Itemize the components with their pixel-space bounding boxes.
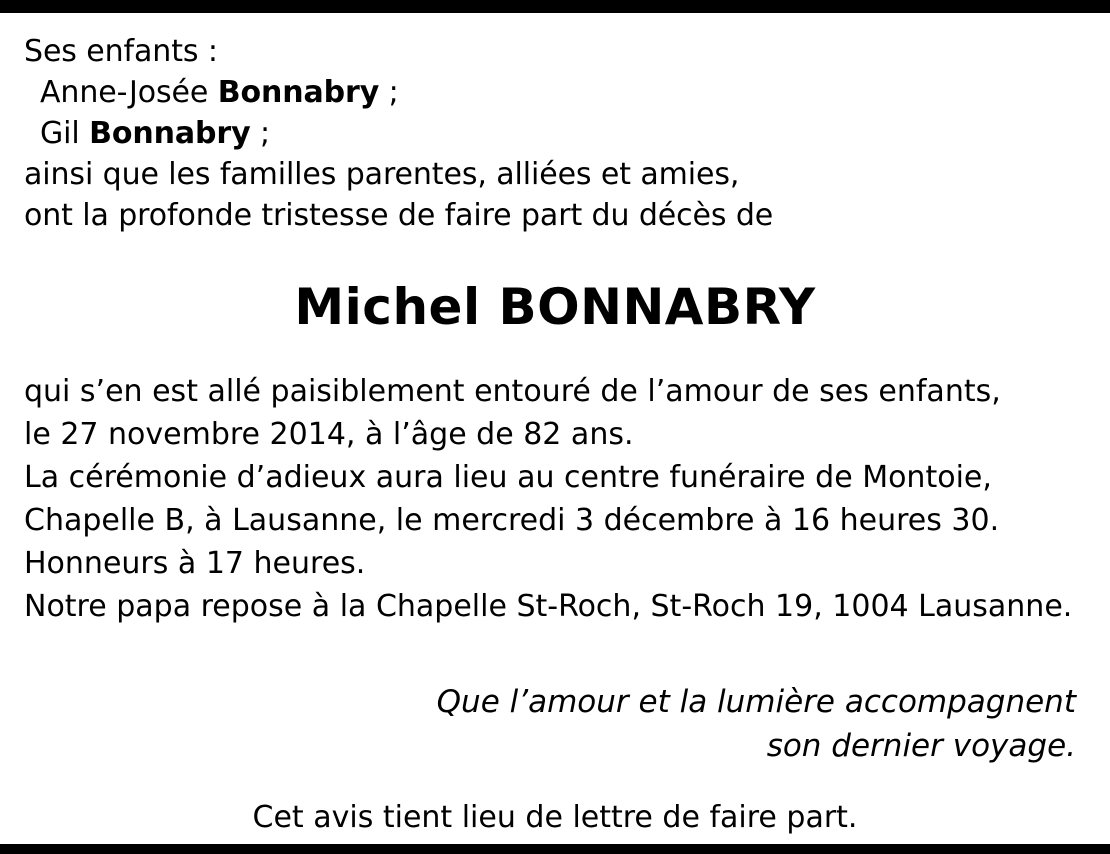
child-suffix: ; [250,116,270,151]
body-line: le 27 novembre 2014, à l’âge de 82 ans. [24,417,634,452]
verse-line: son dernier voyage. [766,728,1076,764]
child-first-name: Anne-Josée [40,75,218,110]
body-line: Notre papa repose à la Chapelle St-Roch, St-Roch 19, 1004 Lausanne. [24,589,1073,624]
announcement-line: ont la profonde tristesse de faire part du décès de [24,198,774,233]
families-line: ainsi que les familles parentes, alliées et amies, [24,157,740,192]
deceased-name: Michel BONNABRY [294,278,816,336]
body-line: qui s’en est allé paisiblement entouré de l’amour de ses enfants, [24,374,1001,409]
footer-note: Cet avis tient lieu de lettre de faire part. [252,800,858,835]
child-last-name: Bonnabry [217,75,380,110]
children-intro-label: Ses enfants : [24,34,218,69]
child-entry [24,113,1086,154]
top-rule-divider [0,0,1110,13]
child-last-name: Bonnabry [89,116,251,151]
body-line: Chapelle B, à Lausanne, le mercredi 3 décembre à 16 heures 30. [24,503,1000,538]
verse-line: Que l’amour et la lumière accompagnent [436,684,1076,720]
child-suffix: ; [379,75,399,110]
bottom-rule-divider [0,844,1110,854]
body-line: Honneurs à 17 heures. [24,546,366,581]
child-first-name: Gil [40,116,90,151]
body-line: La cérémonie d’adieux aura lieu au centre funéraire de Montoie, [24,460,992,495]
child-entry [24,72,1086,113]
verse-block [24,680,1086,768]
notice-content [0,13,1110,844]
